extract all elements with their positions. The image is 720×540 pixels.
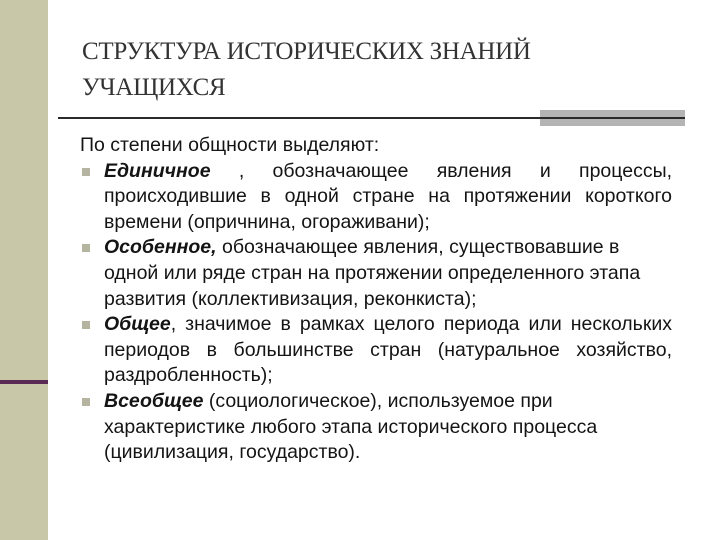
square-bullet-icon (82, 398, 90, 406)
description-special: обозначающее явления, существовавшие в одной или ряде стран на протяжении определенного этапа развития (коллективизация, реконкиста); (104, 236, 641, 310)
title-divider (58, 117, 685, 119)
square-bullet-icon (82, 168, 90, 176)
square-bullet-icon (82, 321, 90, 329)
description-universal: (социологическое), используемое при характеристике любого этапа исторического процесса (цивилизация, государство). (104, 389, 598, 464)
list-item-general (80, 312, 672, 389)
left-accent-marker (0, 380, 48, 384)
term-universal: Всеобщее (104, 389, 204, 412)
slide-title (82, 34, 682, 106)
list-item-universal (80, 389, 672, 466)
term-singular: Единичное (104, 159, 211, 182)
slide-body (80, 133, 672, 466)
left-decorative-band (0, 0, 48, 540)
term-special: Особенное, (104, 236, 217, 259)
description-singular: , обозначающее явления и процессы, происходившие в одной стране на протяжении короткого времени (опричнина, огораживани); (104, 159, 672, 233)
slide-title-line-2: УЧАЩИХСЯ (82, 74, 226, 101)
description-general: , значимое в рамках целого периода или нескольких периодов в большинстве стран (натуральное хозяйство, раздробленность); (104, 313, 672, 387)
list-item-special (80, 235, 672, 312)
list-item-singular (80, 159, 672, 236)
slide-title-line-1: СТРУКТУРА ИСТОРИЧЕСКИХ ЗНАНИЙ (82, 38, 531, 65)
term-general: Общее (104, 313, 171, 336)
intro-text: По степени общности выделяют: (80, 134, 380, 156)
square-bullet-icon (82, 244, 90, 252)
